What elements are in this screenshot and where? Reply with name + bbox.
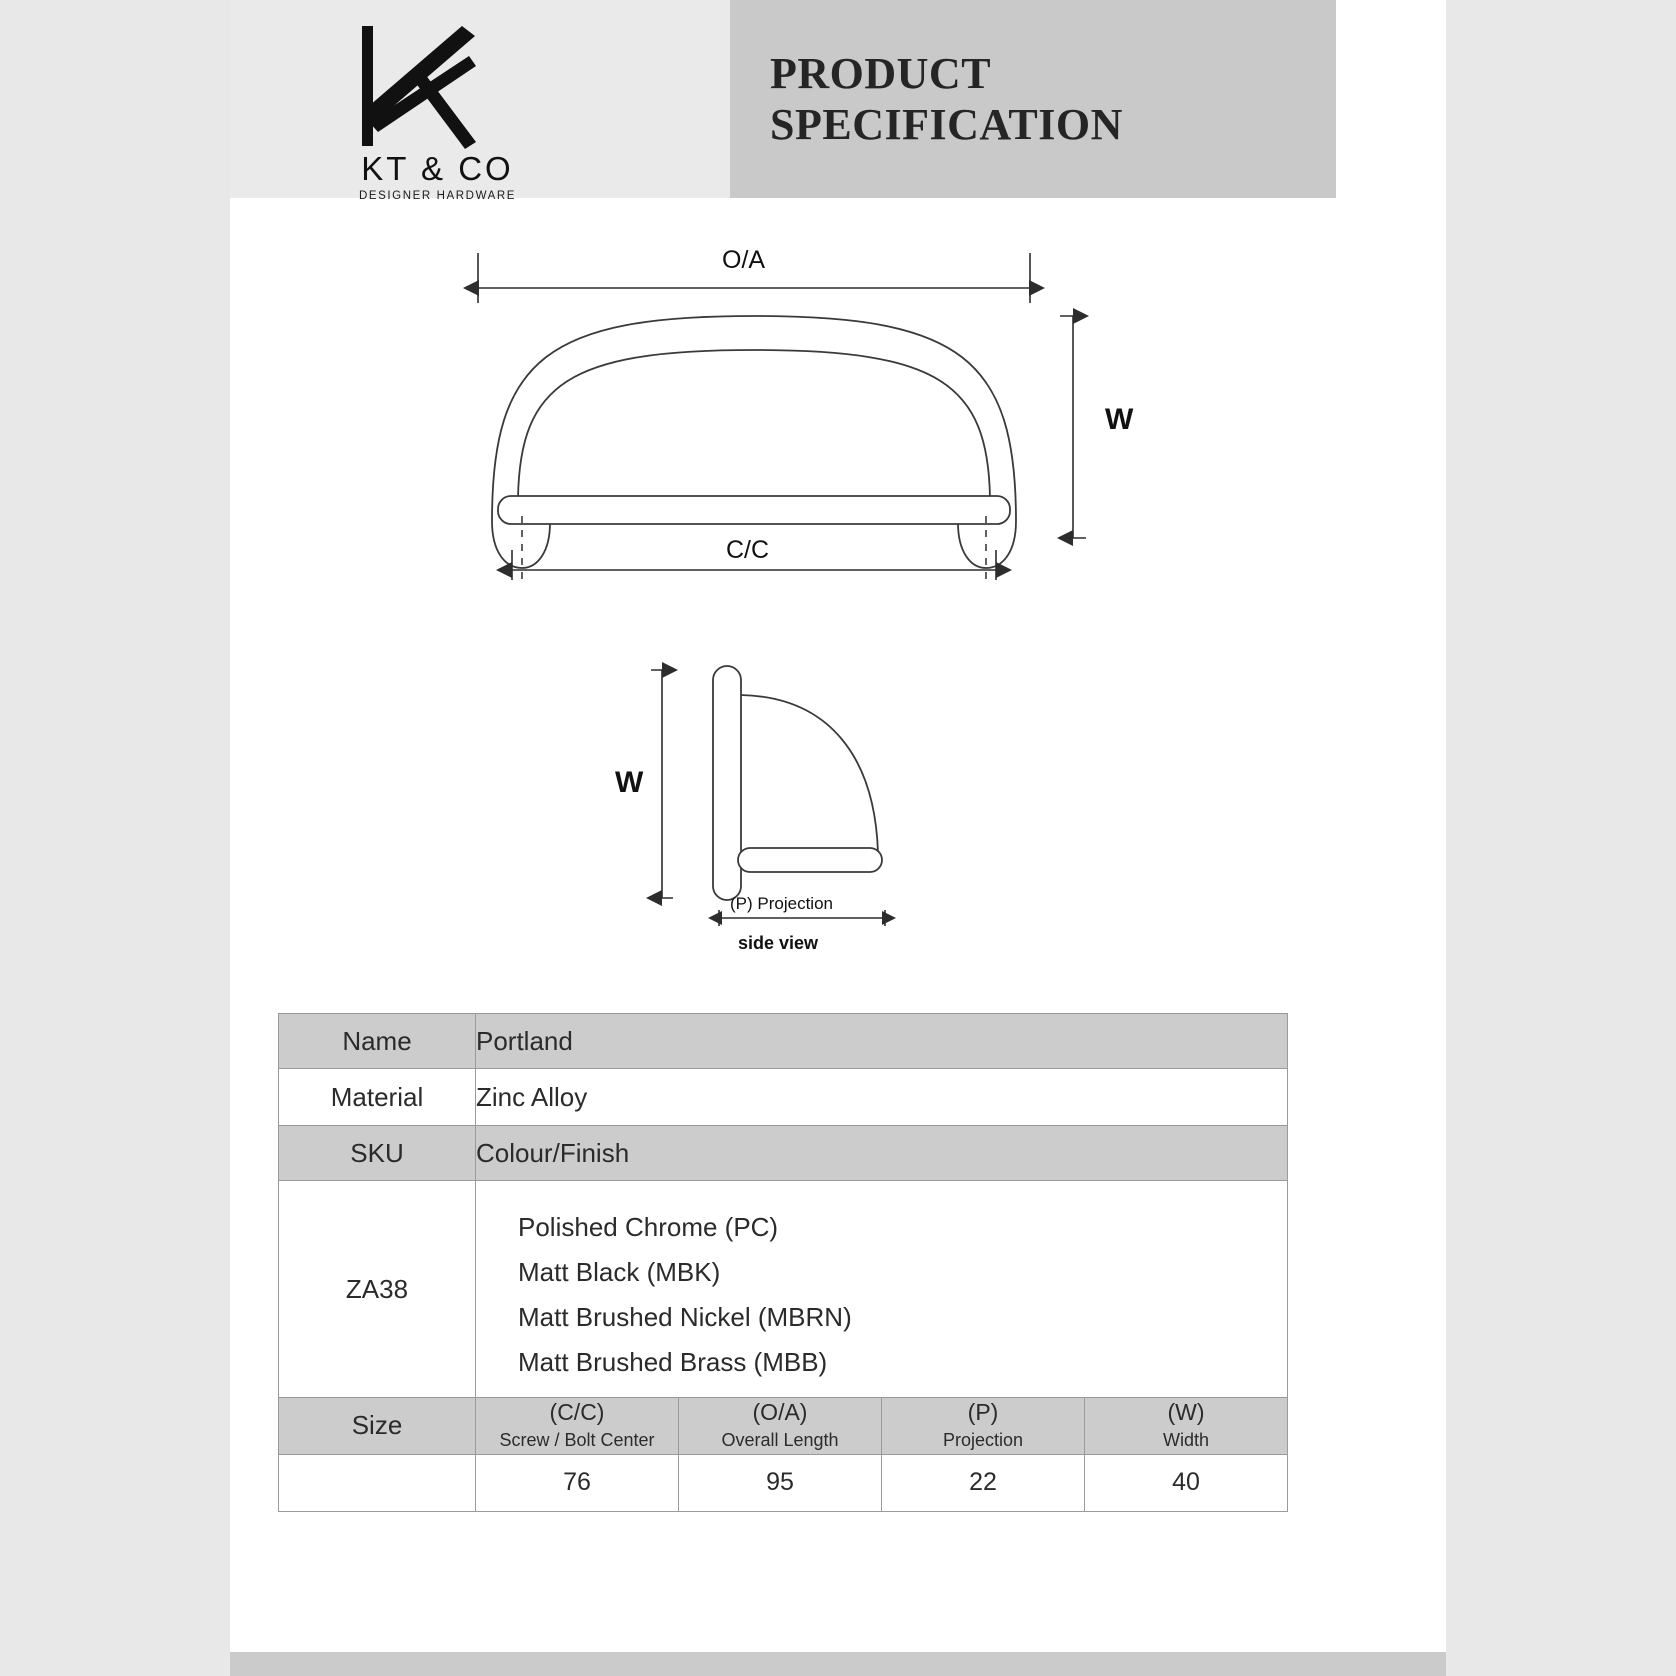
table-row-material <box>279 1069 1288 1126</box>
brand-tagline: DESIGNER HARDWARE <box>358 190 517 202</box>
material-value: Zinc Alloy <box>476 1069 1288 1126</box>
specification-page <box>230 0 1446 1676</box>
table-row-size-values <box>279 1454 1288 1511</box>
size-column-oa <box>679 1398 882 1455</box>
size-column-cc <box>476 1398 679 1455</box>
header-title-panel <box>730 0 1336 198</box>
size-column-p <box>882 1398 1085 1455</box>
brand-logo <box>320 22 580 202</box>
technical-drawing <box>230 198 1446 1008</box>
w-dimension-label-front: W <box>1105 403 1134 436</box>
page-footer-bar <box>230 1652 1446 1676</box>
kt-monogram-icon <box>344 22 484 150</box>
size-label: Size <box>279 1398 476 1455</box>
size-value-w: 40 <box>1085 1454 1288 1511</box>
table-row-name <box>279 1014 1288 1069</box>
colour-finish-label: Colour/Finish <box>476 1126 1288 1181</box>
size-value-blank <box>279 1454 476 1511</box>
size-code: (O/A) <box>752 1399 808 1425</box>
table-row-size-header <box>279 1398 1288 1455</box>
size-desc: Width <box>1162 1429 1209 1450</box>
cc-dimension-label: C/C <box>726 536 770 564</box>
name-value: Portland <box>476 1014 1288 1069</box>
finish-options <box>476 1181 1288 1398</box>
list-item: Matt Brushed Nickel (MBRN) <box>518 1302 852 1332</box>
size-value-oa: 95 <box>679 1454 882 1511</box>
size-desc: Projection <box>942 1429 1024 1450</box>
size-column-w <box>1085 1398 1288 1455</box>
list-item: Matt Black (MBK) <box>518 1257 721 1287</box>
list-item: Polished Chrome (PC) <box>518 1212 779 1242</box>
size-value-cc: 76 <box>476 1454 679 1511</box>
w-dimension-label-side: W <box>615 766 644 799</box>
size-value-p: 22 <box>882 1454 1085 1511</box>
drawing-canvas <box>230 198 1446 1008</box>
name-label: Name <box>279 1014 476 1069</box>
sku-value: ZA38 <box>279 1181 476 1398</box>
projection-dimension-label: (P) Projection <box>730 894 833 913</box>
size-code: (C/C) <box>549 1399 605 1425</box>
side-view-caption: side view <box>738 933 819 953</box>
size-desc: Overall Length <box>721 1429 839 1450</box>
size-code: (P) <box>967 1399 999 1425</box>
page-title: PRODUCT SPECIFICATION <box>770 49 1123 149</box>
table-row-finishes <box>279 1181 1288 1398</box>
sku-label: SKU <box>279 1126 476 1181</box>
table-row-sku-header <box>279 1126 1288 1181</box>
size-desc: Screw / Bolt Center <box>499 1429 655 1450</box>
oa-dimension-label: O/A <box>722 246 766 274</box>
material-label: Material <box>279 1069 476 1126</box>
size-code: (W) <box>1167 1399 1205 1425</box>
page-header <box>230 0 1446 202</box>
header-logo-panel <box>230 0 730 202</box>
brand-name: KT & CO <box>361 150 514 187</box>
specification-table <box>278 1013 1288 1512</box>
list-item: Matt Brushed Brass (MBB) <box>518 1347 828 1377</box>
